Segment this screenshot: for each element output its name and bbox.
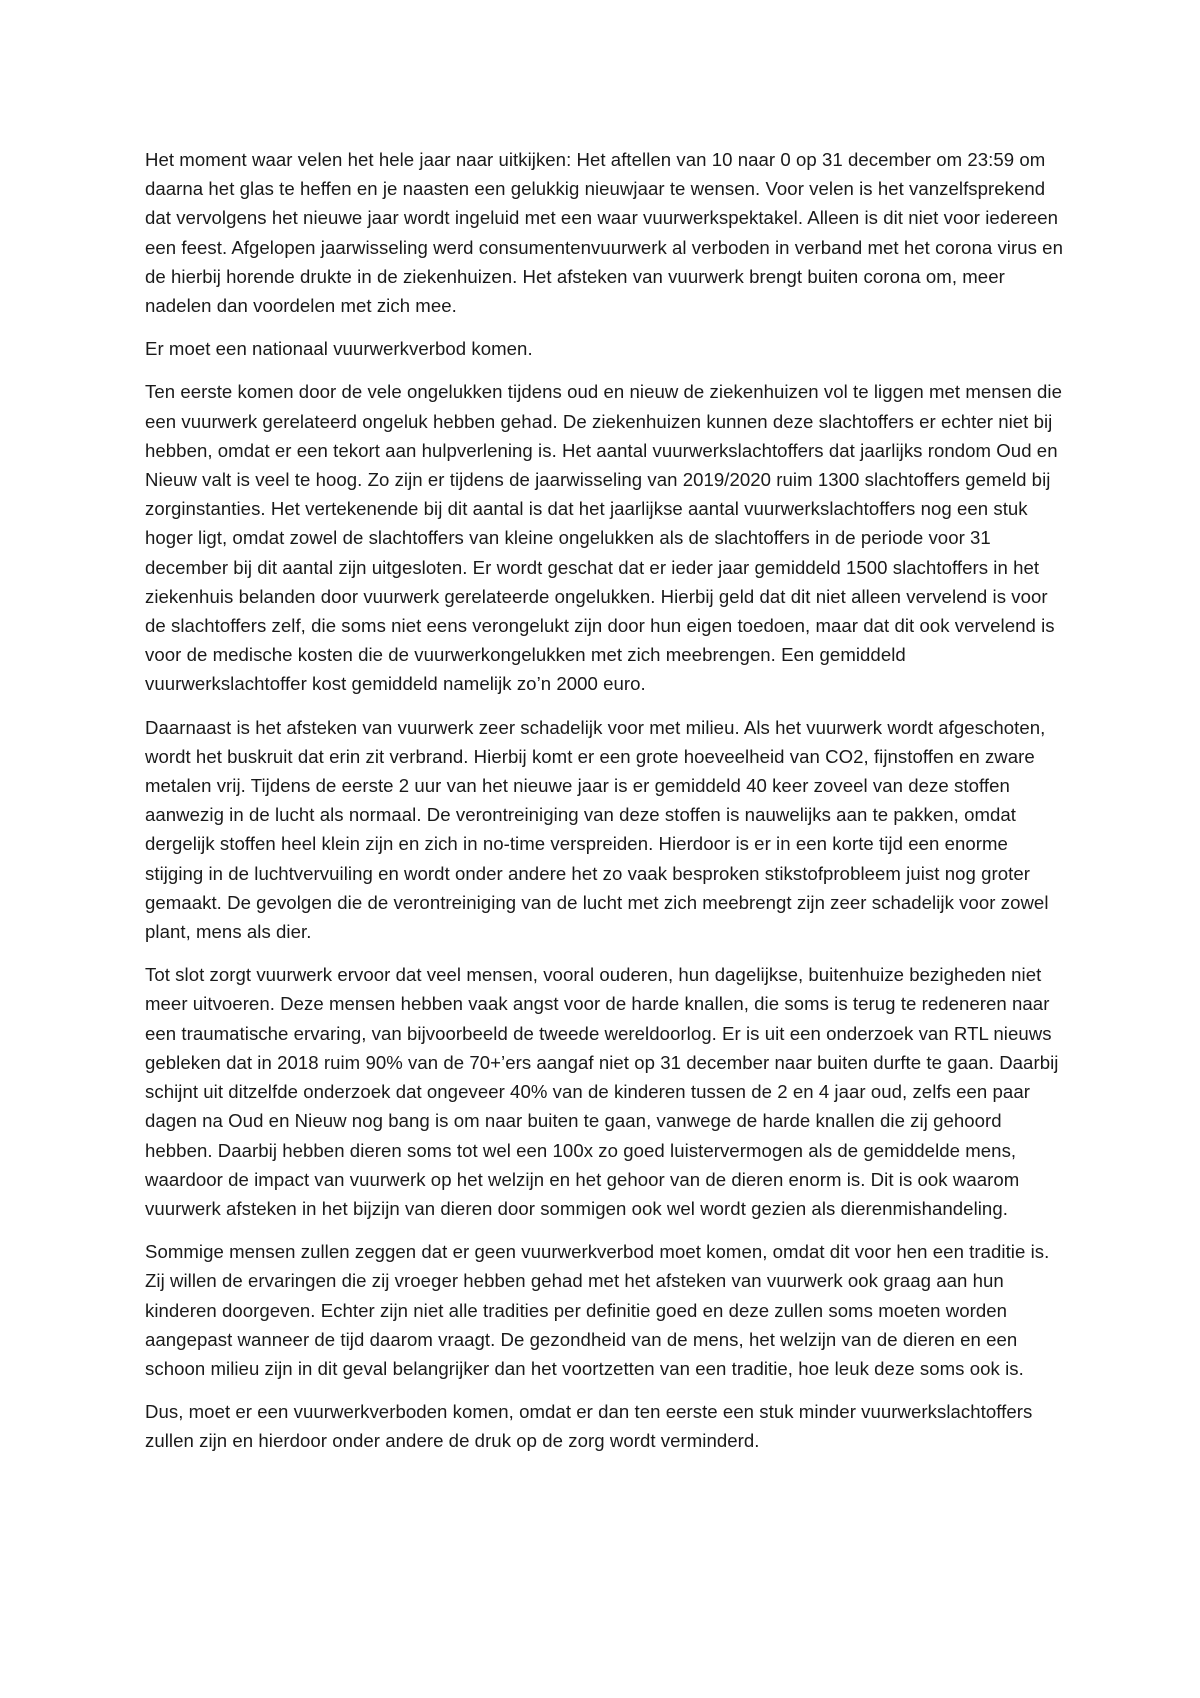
paragraph-argument-environment: Daarnaast is het afsteken van vuurwerk zeer schadelijk voor met milieu. Als het vuurwerk wordt afgeschoten, wordt het buskruit dat erin zit verbrand. Hierbij komt er een grote hoeveelheid van CO2, fijnstoffen en zware metalen vrij. Tijdens de eerste 2 uur van het nieuwe jaar is er gemiddeld 40 keer zoveel van deze stoffen aanwezig in de lucht als normaal. De verontreiniging van deze stoffen is nauwelijks aan te pakken, omdat dergelijk stoffen heel klein zijn en zich in no-time verspreiden. Hierdoor is er in een korte tijd een enorme stijging in de luchtvervuiling en wordt onder andere het zo vaak besproken stikstofprobleem juist nog groter gemaakt. De gevolgen die de verontreiniging van de lucht met zich meebrengt zijn zeer schadelijk voor zowel plant, mens als dier. [145,716,1049,943]
paragraph-intro: Het moment waar velen het hele jaar naar uitkijken: Het aftellen van 10 naar 0 op 31 december om 23:59 om daarna het glas te heffen en je naasten een gelukkig nieuwjaar te wensen. Voor velen is het vanzelfsprekend dat vervolgens het nieuwe jaar wordt ingeluid met een waar vuurwerkspektakel. Alleen is dit niet voor iedereen een feest. Afgelopen jaarwisseling werd consumentenvuurwerk al verboden in verband met het corona virus en de hierbij horende drukte in de ziekenhuizen. Het afsteken van vuurwerk brengt buiten corona om, meer nadelen dan voordelen met zich mee. [145,149,1063,317]
paragraph-counterargument: Sommige mensen zullen zeggen dat er geen vuurwerkverbod moet komen, omdat dit voor hen een traditie is. Zij willen de ervaringen die zij vroeger hebben gehad met het afsteken van vuurwerk ook graag aan hun kinderen doorgeven. Echter zijn niet alle tradities per definitie goed en deze zullen soms moeten worden aangepast wanneer de tijd daarom vraagt. De gezondheid van de mens, het welzijn van de dieren en een schoon milieu zijn in dit geval belangrijker dan het voortzetten van een traditie, hoe leuk deze soms ook is. [145,1241,1050,1379]
paragraph-argument-victims: Ten eerste komen door de vele ongelukken tijdens oud en nieuw de ziekenhuizen vol te liggen met mensen die een vuurwerk gerelateerd ongeluk hebben gehad. De ziekenhuizen kunnen deze slachtoffers er echter niet bij hebben, omdat er een tekort aan hulpverlening is. Het aantal vuurwerkslachtoffers dat jaarlijks rondom Oud en Nieuw valt is veel te hoog. Zo zijn er tijdens de jaarwisseling van 2019/2020 ruim 1300 slachtoffers gemeld bij zorginstanties. Het vertekenende bij dit aantal is dat het jaarlijkse aantal vuurwerkslachtoffers nog een stuk hoger ligt, omdat zowel de slachtoffers van kleine ongelukken als de slachtoffers in de periode voor 31 december bij dit aantal zijn uitgesloten. Er wordt geschat dat er ieder jaar gemiddeld 1500 slachtoffers in het ziekenhuis belanden door vuurwerk gerelateerde ongelukken. Hierbij geld dat dit niet alleen vervelend is voor de slachtoffers zelf, die soms niet eens verongelukt zijn door hun eigen toedoen, maar dat dit ook vervelend is voor de medische kosten die de vuurwerkongelukken met zich meebrengen. Een gemiddeld vuurwerkslachtoffer kost gemiddeld namelijk zo’n 2000 euro. [145,381,1062,695]
paragraph-thesis: Er moet een nationaal vuurwerkverbod komen. [145,338,533,360]
paragraph-conclusion: Dus, moet er een vuurwerkverboden komen, omdat er dan ten eerste een stuk minder vuurwerkslachtoffers zullen zijn en hierdoor onder andere de druk op de zorg wordt verminderd. [145,1401,1033,1452]
paragraph-argument-fear: Tot slot zorgt vuurwerk ervoor dat veel mensen, vooral ouderen, hun dagelijkse, buitenhuize bezigheden niet meer uitvoeren. Deze mensen hebben vaak angst voor de harde knallen, die soms is terug te redeneren naar een traumatische ervaring, van bijvoorbeeld de tweede wereldoorlog. Er is uit een onderzoek van RTL nieuws gebleken dat in 2018 ruim 90% van de 70+’ers aangaf niet op 31 december naar buiten durfte te gaan. Daarbij schijnt uit ditzelfde onderzoek dat ongeveer 40% van de kinderen tussen de 2 en 4 jaar oud, zelfs een paar dagen na Oud en Nieuw nog bang is om naar buiten te gaan, vanwege de harde knallen die zij gehoord hebben. Daarbij hebben dieren soms tot wel een 100x zo goed luistervermogen als de gemiddelde mens, waardoor de impact van vuurwerk op het welzijn en het gehoor van de dieren enorm is. Dit is ook waarom vuurwerk afsteken in het bijzijn van dieren door sommigen ook wel wordt gezien als dierenmishandeling. [145,964,1059,1219]
document-body [145,145,1071,1470]
